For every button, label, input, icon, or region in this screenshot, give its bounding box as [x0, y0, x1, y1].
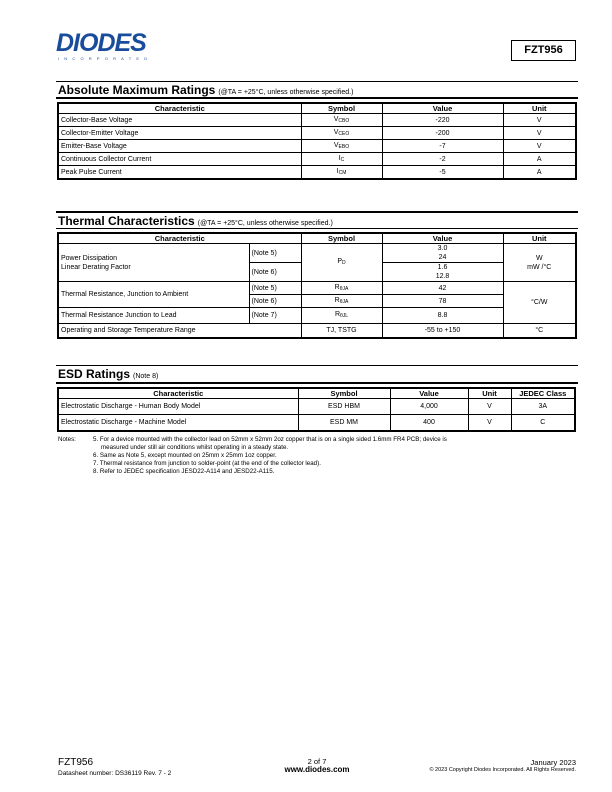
value-cell: -200 [382, 127, 503, 140]
temp-characteristic: Operating and Storage Temperature Range [58, 324, 301, 339]
header-symbol: Symbol [301, 233, 382, 244]
table-row [58, 114, 576, 127]
symbol: V [333, 141, 339, 149]
characteristic-cell: Electrostatic Discharge - Machine Model [58, 415, 298, 432]
symbol-sub: θJA [339, 298, 349, 305]
characteristic-cell: Collector-Base Voltage [58, 114, 301, 127]
symbol-cell [301, 166, 382, 180]
table-row [58, 127, 576, 140]
unit: W [535, 254, 543, 262]
label: Power Dissipation [61, 254, 118, 262]
header-row [58, 388, 575, 399]
characteristic-cell: Collector-Emitter Voltage [58, 127, 301, 140]
logo-subtitle: INCORPORATED [58, 56, 153, 61]
symbol-cell [301, 140, 382, 153]
divider [56, 211, 578, 213]
note-ref: (Note 5) [249, 244, 301, 263]
symbol: P [337, 258, 343, 265]
divider [56, 228, 578, 229]
rja-value: 78 [382, 295, 503, 308]
value-cell: 400 [390, 415, 468, 432]
notes-label: Notes: [58, 436, 76, 443]
value-cell: -220 [382, 114, 503, 127]
footer-datasheet-number: Datasheet number: DS36119 Rev. 7 - 2 [58, 770, 172, 777]
unit-cell: V [503, 127, 576, 140]
footer-copyright: © 2023 Copyright Diodes Incorporated. All Rights Reserved. [429, 767, 576, 773]
divider [56, 382, 578, 384]
logo-wordmark: DIODES [56, 29, 146, 57]
symbol-sub: CM [338, 169, 347, 176]
temp-unit: °C [503, 324, 576, 339]
divider [56, 365, 578, 366]
unit-cell: V [468, 399, 511, 415]
diodes-logo [56, 31, 166, 63]
unit: mW /°C [527, 263, 552, 271]
unit-cell: V [503, 114, 576, 127]
label: Linear Derating Factor [61, 263, 131, 271]
value: 3.0 [437, 245, 448, 252]
header-characteristic: Characteristic [58, 388, 298, 399]
section-heading: ESD Ratings [58, 367, 131, 381]
esd-table [57, 387, 576, 432]
rja-value: 42 [382, 282, 503, 295]
rjl-characteristic: Thermal Resistance Junction to Lead [58, 308, 249, 324]
unit-cell: V [503, 140, 576, 153]
footer-part: FZT956 [58, 757, 94, 768]
value: 12.8 [435, 273, 450, 280]
temp-symbol: TJ, TSTG [301, 324, 382, 339]
footer-url[interactable]: www.diodes.com [284, 765, 350, 774]
note-8: 8. Refer to JEDEC specification JESD22-A114 and JESD22-A115. [93, 468, 275, 475]
note-ref: (Note 5) [249, 282, 301, 295]
symbol-sub: C [340, 156, 345, 163]
note-ref: (Note 6) [249, 263, 301, 282]
header-unit: Unit [503, 103, 576, 114]
symbol-sub: CEO [338, 130, 350, 137]
value-cell: -5 [382, 166, 503, 180]
rja-symbol [301, 282, 382, 295]
symbol-cell: ESD MM [298, 415, 390, 432]
header-value: Value [382, 103, 503, 114]
value-cell: -7 [382, 140, 503, 153]
header-value: Value [382, 233, 503, 244]
pd-value [382, 263, 503, 282]
table-row [58, 153, 576, 166]
pd-value [382, 244, 503, 263]
symbol: R [334, 296, 340, 304]
note-ref: (Note 7) [249, 308, 301, 324]
header-jedec-class: JEDEC Class [511, 388, 575, 399]
jedec-class-cell: C [511, 415, 575, 432]
unit-cell: A [503, 166, 576, 180]
symbol-sub: θJA [339, 285, 349, 292]
symbol: I [336, 167, 339, 175]
symbol-sub: EBO [338, 143, 350, 150]
footer-date: January 2023 [530, 758, 576, 767]
table-row [58, 140, 576, 153]
symbol-sub: CBO [338, 117, 350, 124]
r-unit: °C/W [503, 282, 576, 324]
footer-page: 2 of 7 [307, 757, 327, 766]
symbol-sub: D [342, 260, 346, 266]
pd-unit [503, 244, 576, 282]
rja-symbol [301, 295, 382, 308]
symbol-cell: ESD HBM [298, 399, 390, 415]
header-row [58, 103, 576, 114]
esd-title [58, 367, 158, 381]
rjl-value: 8.8 [382, 308, 503, 324]
table-row [58, 166, 576, 180]
symbol: R [334, 283, 340, 291]
note-ref: (Note 6) [249, 295, 301, 308]
jedec-class-cell: 3A [511, 399, 575, 415]
table-row [58, 415, 575, 432]
symbol: I [338, 154, 341, 162]
value: 1.6 [437, 264, 448, 271]
characteristic-cell: Electrostatic Discharge - Human Body Model [58, 399, 298, 415]
value-cell: -2 [382, 153, 503, 166]
value: 24 [438, 254, 447, 261]
header-symbol: Symbol [301, 103, 382, 114]
note-5: 5. For a device mounted with the collector lead on 52mm x 52mm 2oz copper that is on a single sided 1.6mm FR4 PCB; device is [93, 436, 447, 443]
header-characteristic: Characteristic [58, 233, 301, 244]
characteristic-cell: Emitter-Base Voltage [58, 140, 301, 153]
symbol-cell [301, 153, 382, 166]
symbol-cell [301, 127, 382, 140]
section-condition: (Note 8) [133, 373, 159, 380]
header-characteristic: Characteristic [58, 103, 301, 114]
note-6: 6. Same as Note 5, except mounted on 25mm x 25mm 1oz copper. [93, 452, 277, 459]
part-number-box: FZT956 [511, 40, 576, 61]
section-condition: (@TA = +25°C, unless otherwise specified.) [197, 220, 333, 227]
characteristic-cell: Peak Pulse Current [58, 166, 301, 180]
unit-cell: V [468, 415, 511, 432]
symbol: V [333, 115, 339, 123]
abs-max-title [58, 83, 353, 97]
divider [56, 81, 578, 82]
abs-max-table [57, 102, 577, 180]
value-cell: 4,000 [390, 399, 468, 415]
pd-symbol [301, 244, 382, 282]
section-heading: Thermal Characteristics [58, 214, 195, 228]
note-5-cont: measured under still air conditions whilst operating in a steady state. [101, 444, 289, 451]
divider [56, 97, 578, 99]
note-7: 7. Thermal resistance from junction to solder-point (at the end of the collector lead). [93, 460, 321, 467]
symbol: R [334, 311, 340, 318]
characteristic-cell: Continuous Collector Current [58, 153, 301, 166]
symbol-sub: θJL [340, 313, 349, 319]
rja-characteristic: Thermal Resistance, Junction to Ambient [58, 282, 249, 308]
symbol: V [333, 128, 339, 136]
pd-characteristic [58, 244, 249, 282]
header-unit: Unit [503, 233, 576, 244]
unit-cell: A [503, 153, 576, 166]
temp-value: -55 to +150 [382, 324, 503, 339]
header-unit: Unit [468, 388, 511, 399]
symbol-cell [301, 114, 382, 127]
section-heading: Absolute Maximum Ratings [58, 83, 216, 97]
thermal-table [57, 232, 577, 339]
rjl-symbol [301, 308, 382, 324]
header-symbol: Symbol [298, 388, 390, 399]
thermal-title [58, 214, 333, 228]
table-row [58, 399, 575, 415]
section-condition: (@TA = +25°C, unless otherwise specified.) [218, 89, 354, 96]
header-value: Value [390, 388, 468, 399]
